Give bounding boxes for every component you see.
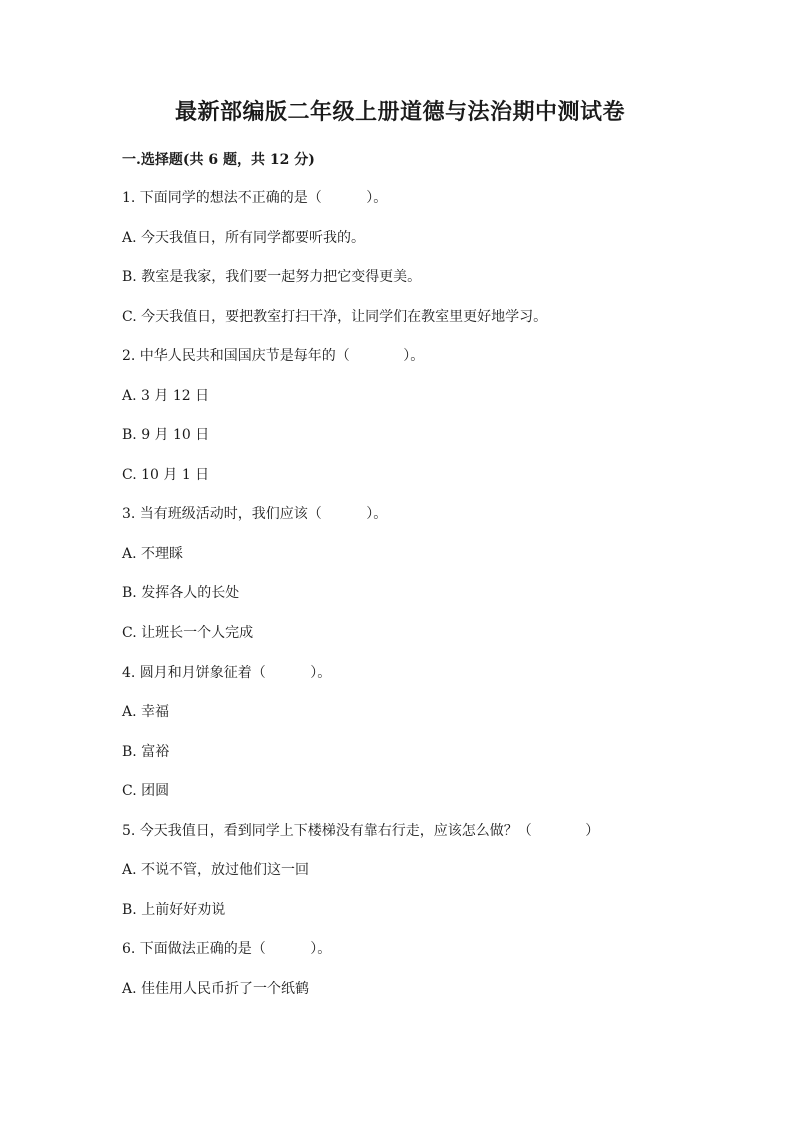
question-4-option-c: C. 团圆 [122,783,170,799]
question-3-option-a: A. 不理睬 [122,546,184,562]
question-3-stem: 3. 当有班级活动时，我们应该（ ）。 [122,506,388,522]
page-title: 最新部编版二年级上册道德与法治期中测试卷 [174,99,625,125]
question-4-option-b: B. 富裕 [122,744,170,760]
question-6-option-a: A. 佳佳用人民币折了一个纸鹤 [122,981,310,997]
question-1-stem: 1. 下面同学的想法不正确的是（ ）。 [122,190,388,206]
question-5-option-b: B. 上前好好劝说 [122,902,226,918]
question-3-option-c: C. 让班长一个人完成 [122,625,254,641]
question-4-stem: 4. 圆月和月饼象征着（ ）。 [122,665,332,681]
question-2-option-a: A. 3 月 12 日 [122,388,210,404]
question-5-stem: 5. 今天我值日，看到同学上下楼梯没有靠右行走，应该怎么做？（ ） [122,823,600,839]
question-4-option-a: A. 幸福 [122,704,170,720]
question-1-option-b: B. 教室是我家，我们要一起努力把它变得更美。 [122,269,422,285]
question-5-option-a: A. 不说不管，放过他们这一回 [122,862,310,878]
question-3-option-b: B. 发挥各人的长处 [122,585,240,601]
question-6-stem: 6. 下面做法正确的是（ ）。 [122,941,332,957]
question-1-option-c: C. 今天我值日，要把教室打扫干净，让同学们在教室里更好地学习。 [122,309,548,325]
question-2-option-b: B. 9 月 10 日 [122,427,210,443]
question-2-stem: 2. 中华人民共和国国庆节是每年的（ ）。 [122,348,425,364]
section-heading: 一.选择题(共 6 题，共 12 分) [122,152,315,168]
question-2-option-c: C. 10 月 1 日 [122,467,210,483]
question-1-option-a: A. 今天我值日，所有同学都要听我的。 [122,230,366,246]
